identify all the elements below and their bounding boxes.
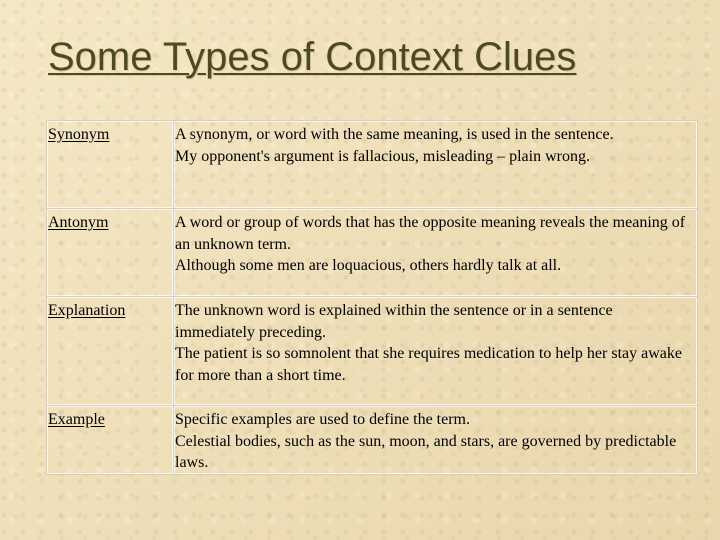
term-synonym: Synonym [48,126,110,143]
context-clues-table [46,120,698,475]
description-cell [174,297,698,406]
term-cell [47,209,174,297]
description-cell [174,209,698,297]
term-explanation: Explanation [48,302,126,319]
example-sentence-antonym: Although some men are loquacious, others hardly talk at all. [175,257,562,274]
example-sentence-example: Celestial bodies, such as the sun, moon, and stars, are governed by predictable laws. [175,432,677,471]
description-cell [174,406,698,475]
table-row-example [47,406,698,475]
table-row-antonym [47,209,698,297]
term-cell [47,406,174,475]
slide-title: Some Types of Context Clues [48,35,577,79]
definition-synonym: A synonym, or word with the same meaning, is used in the sentence. [175,126,614,143]
term-cell [47,121,174,209]
definition-example: Specific examples are used to define the term. [175,411,470,428]
example-sentence-explanation: The patient is so somnolent that she requires medication to help her stay awake for more than a short time. [175,345,682,384]
example-sentence-synonym: My opponent's argument is fallacious, misleading – plain wrong. [175,147,590,165]
definition-antonym: A word or group of words that has the opposite meaning reveals the meaning of an unknown term. [175,214,686,253]
term-cell [47,297,174,406]
table-row-synonym [47,121,698,209]
term-antonym: Antonym [48,214,109,231]
term-example: Example [48,411,105,428]
table-row-explanation [47,297,698,406]
description-cell [174,121,698,209]
definition-explanation: The unknown word is explained within the sentence or in a sentence immediately preceding. [175,302,613,341]
